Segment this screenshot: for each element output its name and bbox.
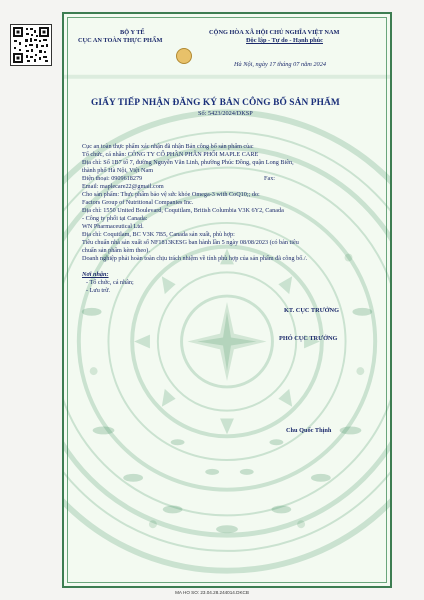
document-number: Số: 5423/2024/DKSP: [198, 110, 253, 117]
body-line: Địa chỉ: Số 1B7 tổ 7, đường Nguyễn Văn Linh, phường Phúc Đồng, quận Long Biên,: [82, 159, 294, 166]
department-name: CỤC AN TOÀN THỰC PHẨM: [78, 37, 163, 44]
body-line: Địa chỉ: 1550 United Boulevard, Coquitlam, British Columbia V3K 6Y2, Canada: [82, 207, 284, 214]
recipient-item: - Tổ chức, cá nhân;: [86, 279, 134, 286]
body-line: Factors Group of Nutritional Companies Inc.: [82, 199, 194, 206]
ministry-name: BỘ Y TẾ: [120, 29, 145, 36]
qr-code-icon: [11, 25, 51, 65]
republic-name: CỘNG HÒA XÃ HỘI CHỦ NGHĨA VIỆT NAM: [209, 29, 340, 36]
signature-title: KT. CỤC TRƯỞNG: [284, 307, 339, 314]
document-title: GIẤY TIẾP NHẬN ĐĂNG KÝ BẢN CÔNG BỐ SẢN PHẨM: [91, 98, 340, 108]
issue-date: Hà Nội, ngày 17 tháng 07 năm 2024: [234, 61, 327, 68]
signature-position: PHÓ CỤC TRƯỞNG: [279, 335, 338, 342]
body-line: - Công ty phối tại Canada:: [82, 215, 148, 222]
body-line: Doanh nghiệp phải hoàn toàn chịu trách nhiệm về tính phù hợp của sản phẩm đã công bố./.: [82, 255, 308, 262]
body-line: WN Pharmaceutical Ltd.: [82, 223, 144, 230]
body-line: thành phố Hà Nội, Việt Nam: [82, 167, 154, 174]
body-line: Cho sản phẩm: Thực phẩm bảo vệ sức khỏe Omega-3 with CoQ10;; do:: [82, 191, 260, 198]
dossier-code: MA HO SO: 23.04.28.244014.DKCB: [175, 590, 249, 595]
body-line: Cục an toàn thực phẩm xác nhận đã nhận Bản công bố sản phẩm của:: [82, 143, 254, 150]
signer-name: Chu Quốc Thịnh: [286, 427, 332, 434]
body-line: Điện thoại: 0909618279: [82, 175, 143, 182]
recipients-title: Nơi nhận:: [82, 271, 109, 278]
body-line: chuẩn sản phẩm kèm theo).: [82, 247, 150, 254]
fax-label: Fax:: [264, 175, 276, 182]
body-line: Tổ chức, cá nhân: CÔNG TY CỔ PHẦN PHÂN PHỐI MAPLE CARE: [82, 151, 259, 158]
document-content: [64, 14, 390, 586]
body-line: Email: maplecare22@gmail.com: [82, 183, 164, 190]
recipient-item: - Lưu trữ.: [86, 287, 111, 294]
certificate-document: [62, 12, 392, 588]
body-line: Tiêu chuẩn nhà sản xuất số NF1813KESG ban hành lần 5 ngày 08/08/2023 (có bản tiêu: [82, 239, 299, 246]
ministry-emblem-icon: [176, 48, 192, 64]
qr-code: [10, 24, 52, 66]
national-motto: Độc lập - Tự do - Hạnh phúc: [246, 37, 323, 44]
body-line: Địa chỉ: Coquitlam, BC V3K 7B5, Canada sản xuất, phù hợp:: [82, 231, 235, 238]
